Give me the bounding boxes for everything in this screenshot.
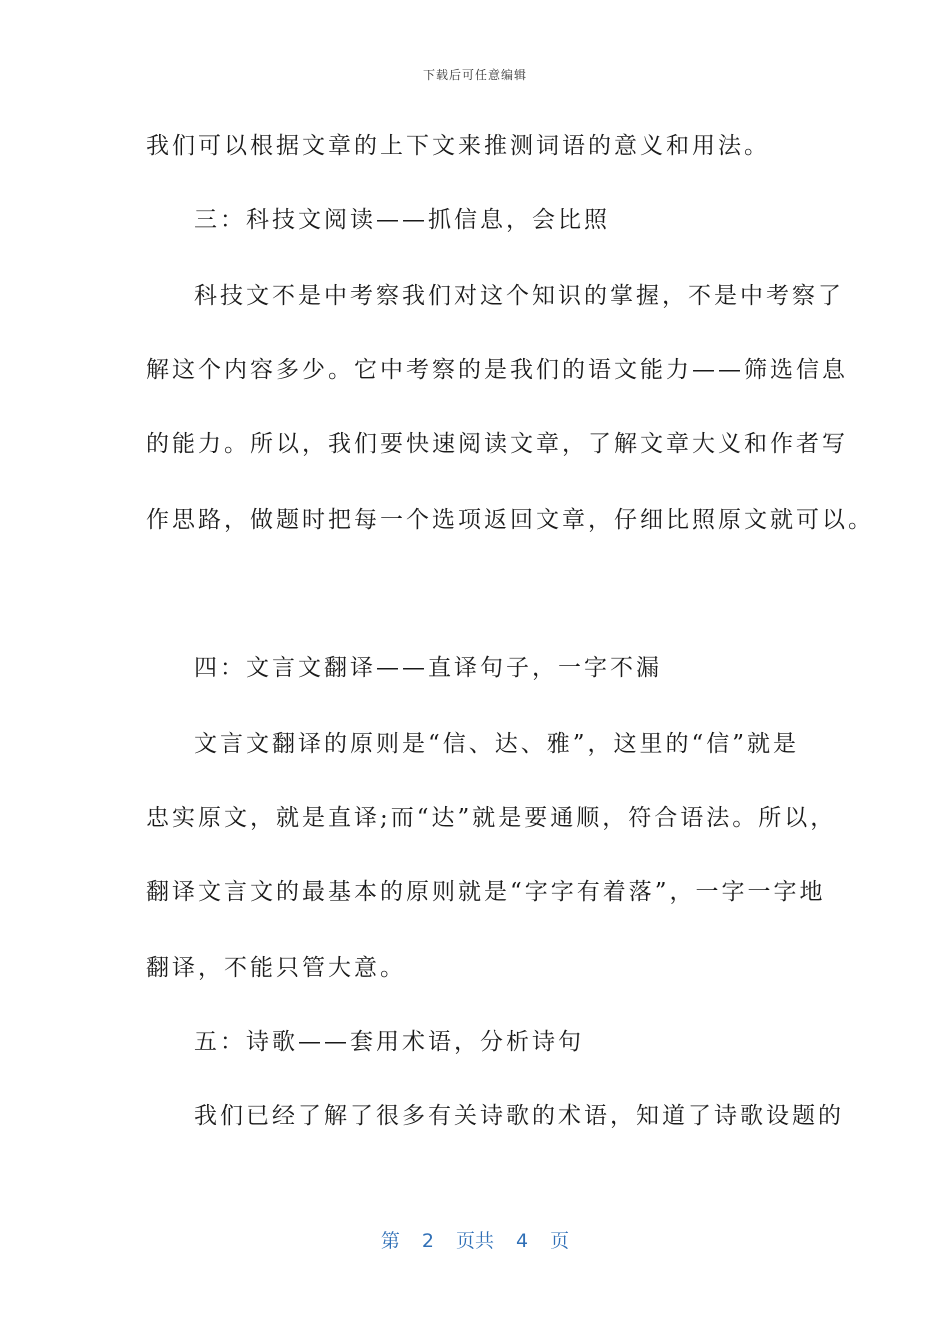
section-heading-4: 四：文言文翻译——直译句子，一字不漏 bbox=[194, 655, 662, 681]
body-line: 我们已经了解了很多有关诗歌的术语，知道了诗歌设题的 bbox=[194, 1103, 844, 1129]
body-line: 翻译文言文的最基本的原则就是“字字有着落”，一字一字地 bbox=[146, 879, 826, 905]
body-line: 我们可以根据文章的上下文来推测词语的意义和用法。 bbox=[146, 133, 770, 159]
page-footer bbox=[0, 1226, 950, 1253]
page-end: 页 bbox=[550, 1230, 570, 1252]
section-heading-5: 五：诗歌——套用术语，分析诗句 bbox=[194, 1029, 584, 1055]
body-line: 科技文不是中考察我们对这个知识的掌握，不是中考察了 bbox=[194, 283, 844, 309]
current-page-number: 2 bbox=[421, 1230, 434, 1252]
section-heading-3: 三：科技文阅读——抓信息，会比照 bbox=[194, 207, 610, 233]
header-note: 下载后可任意编辑 bbox=[422, 68, 527, 82]
total-pages-number: 4 bbox=[516, 1230, 529, 1252]
body-line: 的能力。所以，我们要快速阅读文章，了解文章大义和作者写 bbox=[146, 431, 848, 457]
body-line: 忠实原文，就是直译;而“达”就是要通顺，符合语法。所以， bbox=[146, 805, 837, 831]
body-line: 翻译，不能只管大意。 bbox=[146, 955, 406, 981]
page-word: 第 bbox=[380, 1230, 400, 1252]
body-line: 文言文翻译的原则是“信、达、雅”，这里的“信”就是 bbox=[194, 731, 800, 757]
body-line: 解这个内容多少。它中考察的是我们的语文能力——筛选信息 bbox=[146, 357, 848, 383]
page-unit: 页共 bbox=[455, 1230, 494, 1252]
body-line: 作思路，做题时把每一个选项返回文章，仔细比照原文就可以。 bbox=[146, 507, 874, 533]
